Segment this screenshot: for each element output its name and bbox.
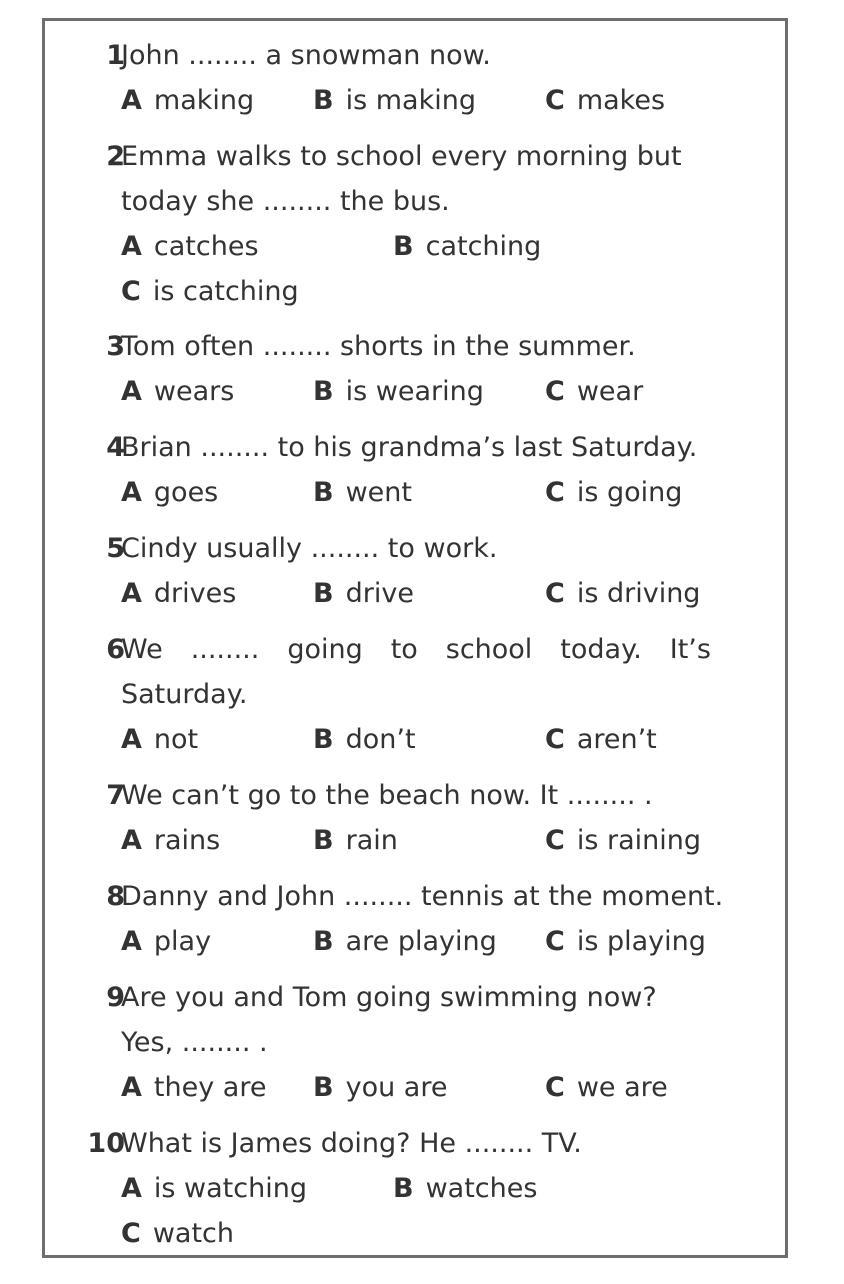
option-letter: B: [313, 376, 334, 407]
option-text: watches: [425, 1173, 538, 1204]
question-text: What is James doing? He ........ TV.: [121, 1128, 582, 1159]
question-text-line-2: Yes, ........ .: [121, 1027, 268, 1058]
question-number: 5: [106, 533, 125, 564]
option-text: catching: [425, 231, 542, 262]
question-word: to: [390, 634, 418, 665]
question-number: 3: [106, 331, 125, 362]
option-letter: A: [121, 724, 142, 755]
option-letter: B: [393, 231, 414, 262]
exercise-frame: [42, 18, 788, 1258]
option-text: is wearing: [345, 376, 484, 407]
option-b[interactable]: [313, 470, 412, 515]
option-c[interactable]: [545, 571, 700, 616]
option-text: is driving: [576, 578, 701, 609]
option-letter: A: [121, 825, 142, 856]
option-b[interactable]: [313, 78, 476, 123]
option-text: watch: [152, 1218, 234, 1249]
option-b[interactable]: [313, 717, 416, 762]
option-b[interactable]: [313, 1065, 447, 1110]
option-letter: A: [121, 85, 142, 116]
option-text: they are: [153, 1072, 267, 1103]
question-text: Are you and Tom going swimming now?: [121, 982, 657, 1013]
question-number: 6: [106, 634, 125, 665]
option-c[interactable]: [121, 1211, 234, 1256]
option-c[interactable]: [545, 470, 682, 515]
option-letter: B: [393, 1173, 414, 1204]
option-letter: B: [313, 825, 334, 856]
option-letter: A: [121, 1072, 142, 1103]
option-letter: B: [313, 724, 334, 755]
option-text: not: [153, 724, 199, 755]
option-letter: C: [545, 85, 565, 116]
question-text: We can’t go to the beach now. It ........ .: [121, 780, 653, 811]
option-letter: A: [121, 926, 142, 957]
option-c[interactable]: [545, 717, 657, 762]
option-text: catches: [153, 231, 259, 262]
option-letter: C: [545, 926, 565, 957]
option-letter: C: [545, 724, 565, 755]
option-text: wear: [576, 376, 644, 407]
option-a[interactable]: [121, 1166, 307, 1211]
question-number: 2: [106, 141, 125, 172]
question-word: going: [287, 634, 363, 665]
option-text: is raining: [576, 825, 701, 856]
option-b[interactable]: [313, 369, 484, 414]
option-text: wears: [153, 376, 235, 407]
option-letter: A: [121, 231, 142, 262]
question-text: Brian ........ to his grandma’s last Saturday.: [121, 432, 698, 463]
option-a[interactable]: [121, 818, 220, 863]
option-a[interactable]: [121, 78, 254, 123]
option-text: you are: [345, 1072, 448, 1103]
question-word: today.: [560, 634, 642, 665]
option-text: are playing: [345, 926, 497, 957]
question-text-line-2: today she ........ the bus.: [121, 186, 450, 217]
option-text: drive: [345, 578, 414, 609]
option-letter: C: [545, 825, 565, 856]
option-b[interactable]: [313, 919, 497, 964]
question-number: 8: [106, 881, 125, 912]
question-number: 1: [106, 40, 125, 71]
option-a[interactable]: [121, 571, 236, 616]
option-c[interactable]: [545, 919, 706, 964]
option-letter: A: [121, 376, 142, 407]
option-letter: C: [545, 578, 565, 609]
option-a[interactable]: [121, 1065, 266, 1110]
option-text: we are: [576, 1072, 668, 1103]
option-c[interactable]: [545, 818, 701, 863]
option-letter: B: [313, 477, 334, 508]
option-letter: C: [545, 477, 565, 508]
question-number: 7: [106, 780, 125, 811]
option-a[interactable]: [121, 369, 234, 414]
option-letter: C: [121, 276, 141, 307]
option-letter: A: [121, 578, 142, 609]
question-number: 10: [87, 1128, 125, 1159]
option-letter: B: [313, 578, 334, 609]
option-text: rains: [153, 825, 221, 856]
option-letter: B: [313, 1072, 334, 1103]
option-text: aren’t: [576, 724, 657, 755]
option-b[interactable]: [313, 818, 398, 863]
option-text: makes: [576, 85, 666, 116]
option-b[interactable]: [313, 571, 414, 616]
option-text: don’t: [345, 724, 416, 755]
question-word: It’s: [669, 634, 711, 665]
option-text: play: [153, 926, 212, 957]
option-c[interactable]: [545, 78, 665, 123]
option-c[interactable]: [121, 269, 299, 314]
option-text: is going: [576, 477, 683, 508]
option-text: drives: [153, 578, 237, 609]
question-word: school: [445, 634, 533, 665]
option-text: went: [345, 477, 412, 508]
question-number: 4: [106, 432, 125, 463]
option-text: is making: [345, 85, 476, 116]
option-text: making: [153, 85, 255, 116]
question-text: John ........ a snowman now.: [121, 40, 491, 71]
option-a[interactable]: [121, 224, 259, 269]
option-letter: C: [545, 1072, 565, 1103]
option-c[interactable]: [545, 1065, 668, 1110]
option-text: is catching: [152, 276, 299, 307]
question-text: [121, 627, 711, 672]
question-text: Tom often ........ shorts in the summer.: [121, 331, 636, 362]
option-a[interactable]: [121, 470, 218, 515]
option-c[interactable]: [545, 369, 643, 414]
question-text: Cindy usually ........ to work.: [121, 533, 498, 564]
option-text: goes: [153, 477, 219, 508]
option-text: is watching: [153, 1173, 307, 1204]
option-letter: A: [121, 1173, 142, 1204]
option-text: is playing: [576, 926, 706, 957]
question-word: We: [121, 634, 163, 665]
question-text: Emma walks to school every morning but: [121, 141, 682, 172]
option-letter: C: [545, 376, 565, 407]
question-text-line-2: Saturday.: [121, 679, 248, 710]
option-letter: A: [121, 477, 142, 508]
option-letter: C: [121, 1218, 141, 1249]
option-a[interactable]: [121, 717, 198, 762]
question-word: ........: [190, 634, 260, 665]
question-number: 9: [106, 982, 125, 1013]
option-b[interactable]: [393, 224, 541, 269]
option-letter: B: [313, 926, 334, 957]
option-b[interactable]: [393, 1166, 537, 1211]
question-text: Danny and John ........ tennis at the moment.: [121, 881, 724, 912]
option-text: rain: [345, 825, 398, 856]
option-letter: B: [313, 85, 334, 116]
option-a[interactable]: [121, 919, 211, 964]
